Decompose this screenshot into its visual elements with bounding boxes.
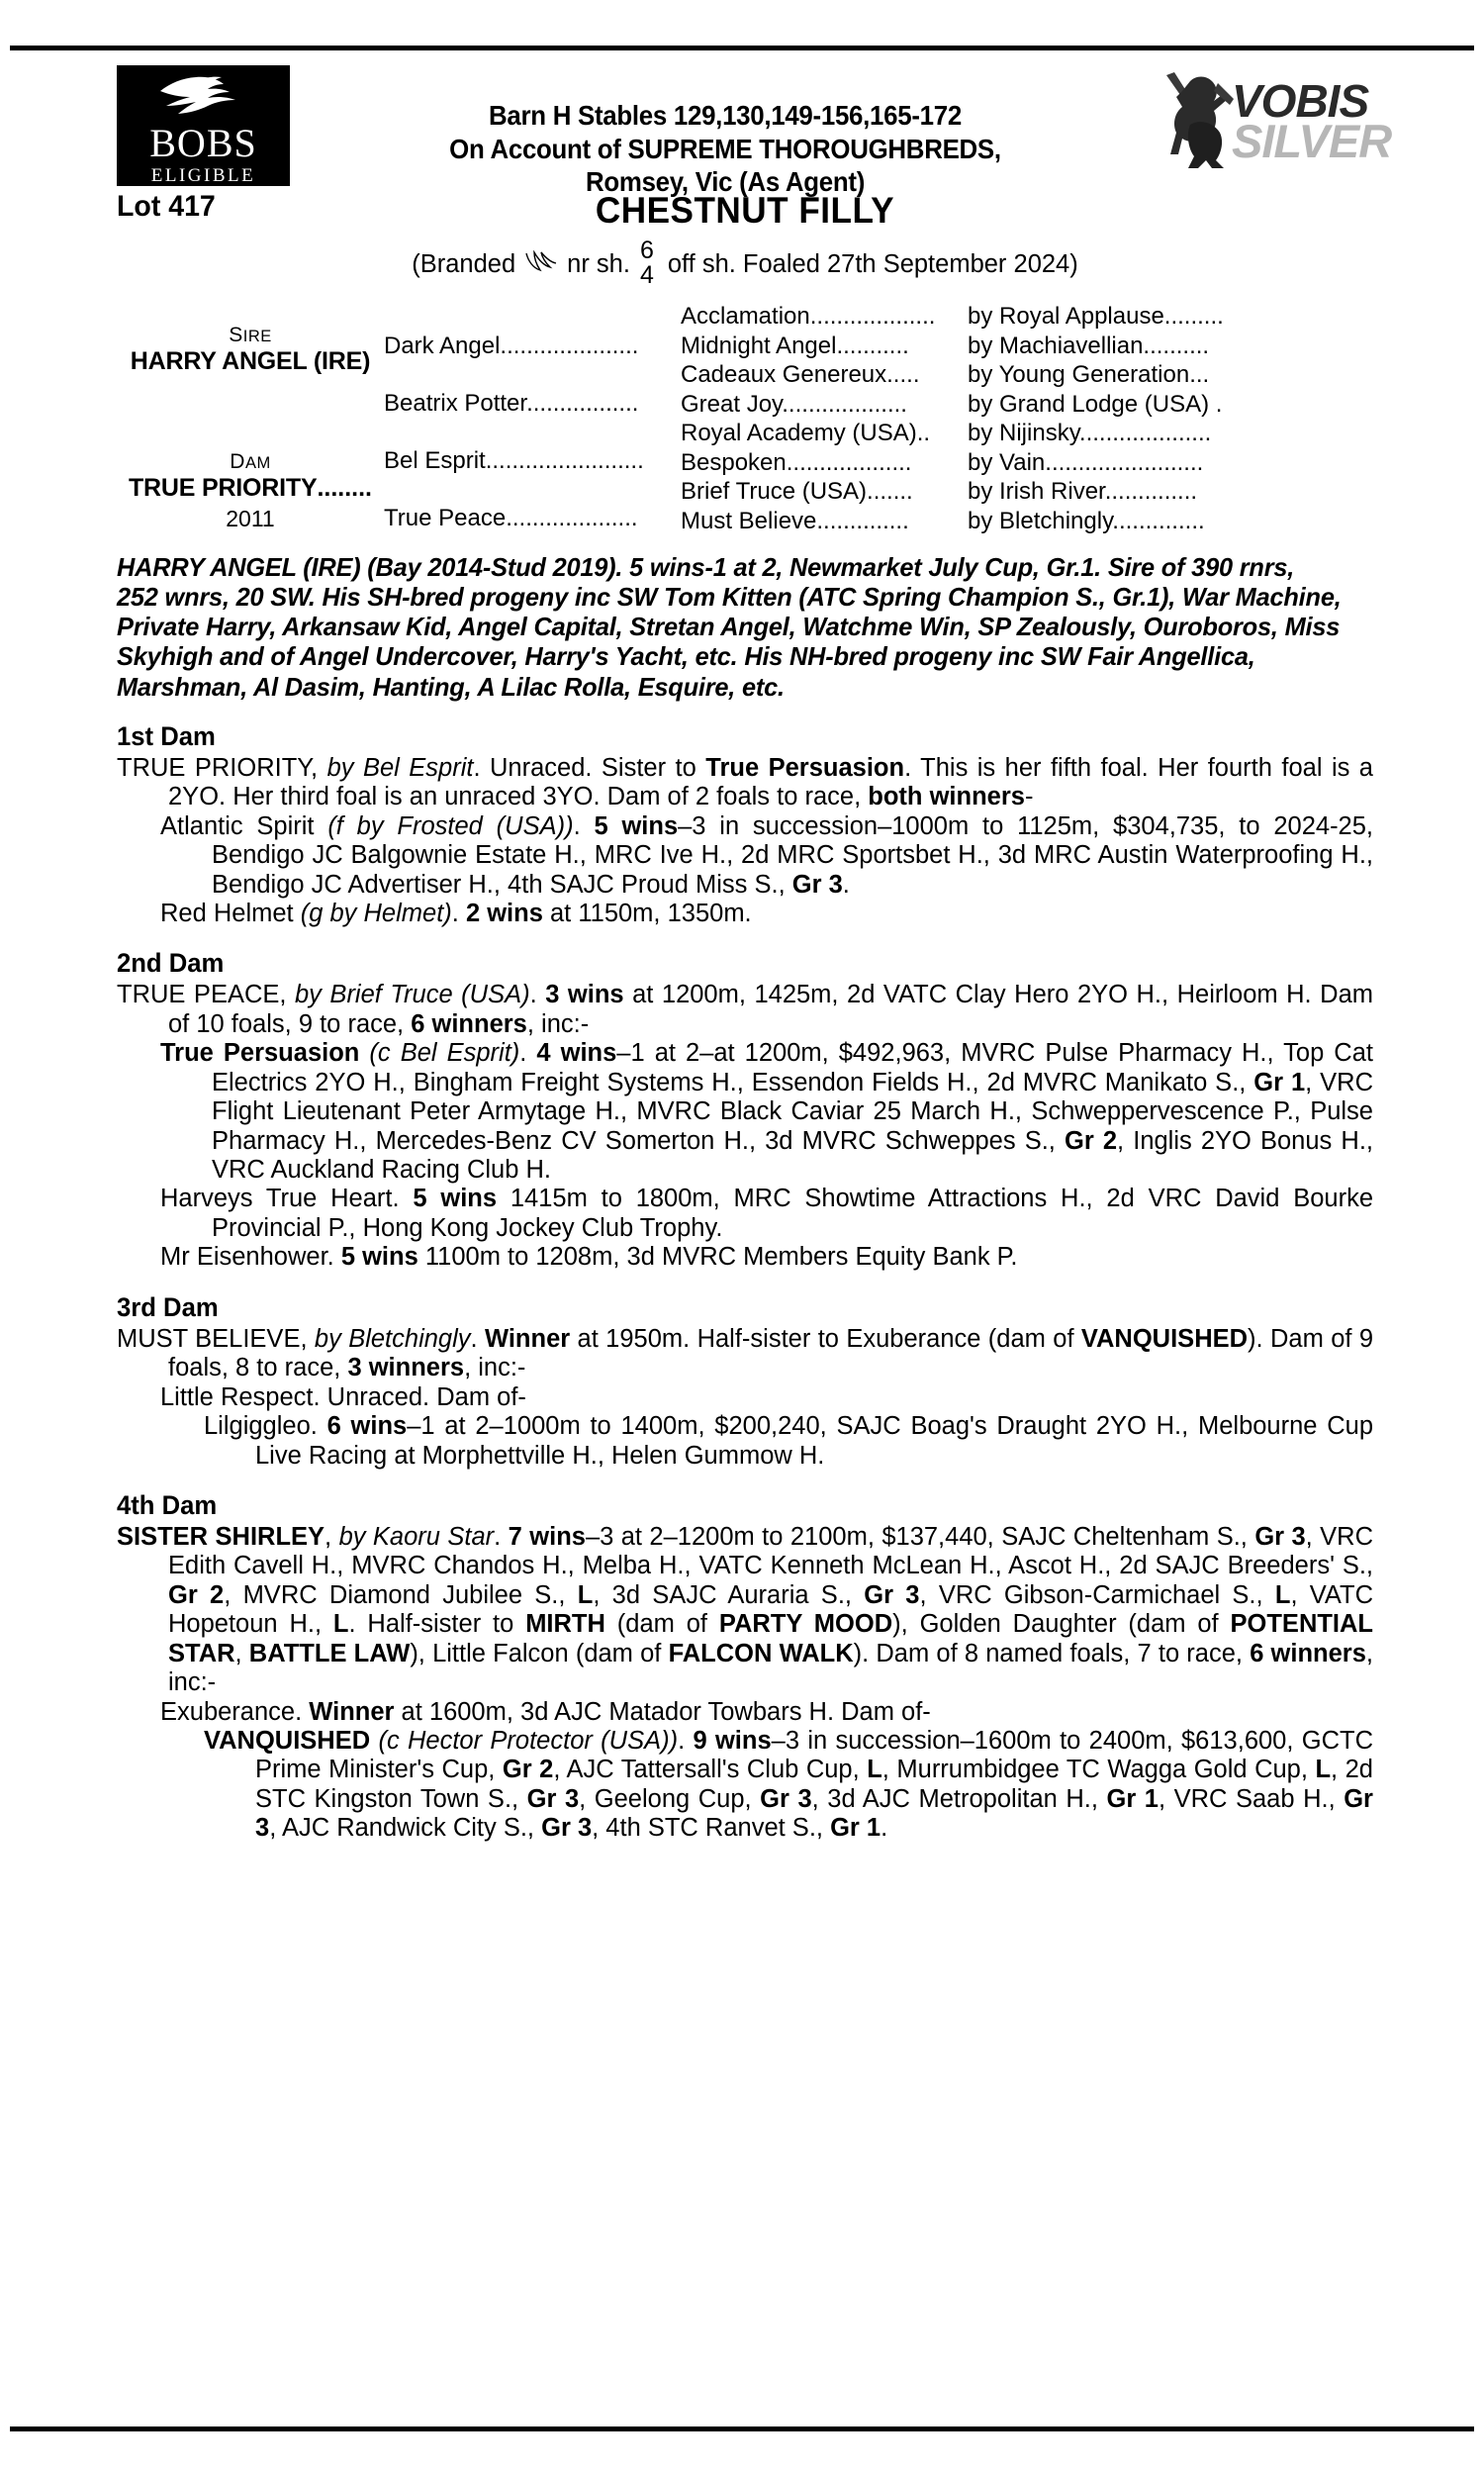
branded-prefix: (Branded [412,249,516,278]
fourth-dam-progeny-item: VANQUISHED (c Hector Protector (USA)). 9 wins–3 in succession–1600m to 2400m, $613,600, GCTC Prime Minister's Cup, Gr 2, AJC Tattersall's Club Cup, L, Murrumbidgee TC Wagga Gold Cup, L, 2d STC Kingston Town S., Gr 3, Geelong Cup, Gr 3, 3d AJC Metropolitan H., Gr 1, VRC Saab H., Gr 3, AJC Randwick City S., Gr 3, 4th STC Ranvet S., Gr 1. [204,1727,1373,1843]
fourth-dam-heading: 4th Dam [117,1489,218,1520]
dam-name: TRUE PRIORITY........ [128,474,373,502]
pedigree-gen3-dots: ....... [867,480,913,505]
fourth-dam-record: SISTER SHIRLEY, by Kaoru Star. 7 wins–3 at 2–1200m to 2100m, $137,440, SAJC Cheltenham S., Gr 3, VRC Edith Cavell H., MVRC Chandos H., Melba H., VATC Kenneth McLean H., Ascot H., 2d SAJC Breeders' S., Gr 2, MVRC Diamond Jubilee S., L, 3d SAJC Auraria S., Gr 3, VRC Gibson-Carmichael S., L, VATC Hopetoun H., L. Half-sister to MIRTH (dam of PARTY MOOD), Golden Daughter (dam of POTENTIAL STAR, BATTLE LAW), Little Falcon (dam of FALCON WALK). Dam of 8 named foals, 7 to race, 6 winners, inc:- [117,1522,1374,1697]
pedigree-gen3-row [681,510,968,539]
lot-colour-sex: CHESTNUT FILLY [595,190,895,231]
vendor-line-3: Romsey, Vic (As Agent) [585,166,866,198]
pedigree-gen4-row [968,334,1373,364]
bobs-eligible-logo [117,65,290,186]
dam-label-smallcaps: AM [244,454,271,472]
pedigree-gen3-dots: .. [916,422,931,446]
pedigree-gen3-dots: ................... [782,392,907,418]
pedigree-gen2-row [384,334,681,362]
pedigree-gen3-row [681,393,968,423]
pedigree-gen2-row [384,392,681,420]
vobis-logo-word-1: VOBIS [1232,75,1369,127]
pedigree-gen4-dots: .......... [1143,333,1210,359]
pedigree-sire-block [117,325,384,374]
sire-summary-paragraph: HARRY ANGEL (IRE) (Bay 2014-Stud 2019). 5 wins-1 at 2, Newmarket July Cup, Gr.1. Sire of 390 rnrs, 252 wnrs, 20 SW. His SH-bred progeny inc SW Tom Kitten (ATC Spring Champion S., Gr.1), War Machine, Private Harry, Arkansaw Kid, Angel Capital, Stretan Angel, Watchme Win, SP Zealously, Ouroboros, Miss Skyhigh and of Angel Undercover, Harry's Yacht, etc. His NH-bred progeny inc SW Fair Angellica, Marshman, Al Dasim, Hanting, A Lilac Rolla, Esquire, etc. [117,552,1342,702]
dam-year: 2011 [226,506,275,531]
pedigree-gen4-name: by Vain [968,450,1046,476]
pedigree-spacer [384,420,681,449]
third-dam-progeny-item: Little Respect. Unraced. Dam of- [160,1382,526,1411]
pedigree-spacer-top [384,305,681,334]
pedigree-gen4-name: by Nijinsky [968,422,1079,446]
pedigree-gen3-name: Bespoken [681,450,787,476]
pedigree-gen3-row [681,451,968,481]
pedigree-gen4-row [968,393,1373,423]
pedigree-gen2-dots: ................. [526,392,639,417]
pedigree-gen4-dots: .................... [1078,422,1212,446]
pedigree-gen4-row [968,422,1373,451]
dam-name-dots: ........ [317,474,373,502]
lot-branding-line [117,239,1373,289]
vobis-logo-word-2: SILVER [1232,115,1392,168]
pedigree-col-greatgrandparents [681,305,968,538]
page-rule-top [10,46,1474,50]
pedigree-gen3-dots: .............. [816,509,909,534]
pedigree-gen4-row [968,451,1373,481]
pedigree-gen4-dots: . [1209,392,1223,418]
pedigree-spacer [384,477,681,507]
bobs-logo-text: BOBS [149,121,257,165]
pedigree-gen4-name: by Young Generation [968,363,1190,388]
pedigree-table [117,305,1373,538]
vendor-block [290,65,1160,199]
pedigree-gen4-dots: .............. [1104,480,1198,505]
pedigree-gen3-row [681,363,968,393]
pedigree-gen2-name: True Peace [384,507,507,531]
pedigree-gen4-row [968,363,1373,393]
pedigree-gen2-dots: ..................... [500,334,639,359]
pedigree-gen3-dots: ................... [809,305,936,330]
pedigree-spacer [384,362,681,392]
third-dam-record: MUST BELIEVE, by Bletchingly. Winner at 1950m. Half-sister to Exuberance (dam of VANQUISHED). Dam of 9 foals, 8 to race, 3 winners, inc:- [117,1324,1374,1382]
dam-label: DAM [230,450,271,473]
pedigree-gen4-name: by Bletchingly [968,509,1113,534]
pedigree-gen3-name: Cadeaux Genereux [681,363,887,388]
pedigree-gen4-dots: .............. [1112,509,1205,534]
pedigree-gen4-row [968,510,1373,539]
sire-label: SIRE [229,324,272,346]
brand-number-top: 6 [639,237,654,264]
pedigree-gen3-name: Must Believe [681,509,817,534]
pedigree-gen4-dots: ......... [1163,305,1224,330]
lot-number: Lot 417 [117,190,216,223]
vobis-silver-logo [1160,67,1392,178]
pedigree-gen3-row [681,305,968,334]
pedigree-gen3-name: Midnight Angel [681,333,837,359]
pedigree-gen4-dots: ........................ [1045,450,1204,476]
pedigree-gen2-row [384,507,681,534]
branded-suffix: off sh. Foaled 27th September 2024) [667,249,1078,278]
pedigree-gen3-dots: ..... [886,363,920,388]
brand-symbol-icon [524,250,558,279]
horse-head-icon [152,75,255,122]
pedigree-gen3-dots: ................... [786,450,912,476]
pedigree-gen4-name: by Irish River [968,480,1105,505]
pedigree-gen3-name: Royal Academy (USA) [681,422,917,446]
brand-number-bottom: 4 [639,261,654,289]
sire-name: HARRY ANGEL (IRE) [130,347,371,375]
pedigree-gen2-row [384,449,681,477]
pedigree-gen4-row [968,480,1373,510]
first-dam-progeny-item: Red Helmet (g by Helmet). 2 wins at 1150m, 1350m. [160,899,752,927]
pedigree-gen2-name: Beatrix Potter [384,392,527,417]
pedigree-gen3-dots: ........... [836,333,909,359]
vendor-line-2: On Account of SUPREME THOROUGHBREDS, [449,133,1001,164]
page-header [117,65,1392,198]
second-dam-progeny-item: True Persuasion (c Bel Esprit). 4 wins–1 at 2–at 1200m, $492,963, MVRC Pulse Pharmacy H., Top Cat Electrics 2YO H., Bingham Freight Systems H., Essendon Fields H., 2d MVRC Manikato S., Gr 1, VRC Flight Lieutenant Peter Armytage H., MVRC Black Caviar 25 March H., Schweppervescence P., Pulse Pharmacy H., Mercedes-Benz CV Somerton H., 3d MVRC Schweppes S., Gr 2, Inglis 2YO Bonus H., VRC Auckland Racing Club H. [160,1039,1373,1185]
pedigree-gen2-name: Dark Angel [384,334,501,359]
vendor-line-1: Barn H Stables 129,130,149-156,165-172 [489,100,962,131]
page-content [117,65,1392,1844]
brand-number-fraction [640,238,654,288]
pedigree-gen4-dots: ... [1189,363,1210,388]
pedigree-gen3-row [681,334,968,364]
vobis-logo-text [1232,75,1392,168]
pedigree-col-grandparents [384,305,681,538]
page-rule-bottom [10,2426,1474,2431]
second-dam-record: TRUE PEACE, by Brief Truce (USA). 3 wins at 1200m, 1425m, 2d VATC Clay Hero 2YO H., Heirloom H. Dam of 10 foals, 9 to race, 6 winners, inc:- [117,981,1373,1038]
bobs-logo-subtext: ELIGIBLE [150,165,256,186]
sire-label-smallcaps: IRE [242,328,272,345]
pedigree-dam-block [117,451,384,530]
fourth-dam-progeny-item: Exuberance. Winner at 1600m, 3d AJC Matador Towbars H. Dam of- [160,1697,931,1726]
pedigree-gen4-name: by Grand Lodge (USA) [968,392,1210,418]
pedigree-gen3-name: Brief Truce (USA) [681,480,868,505]
lot-title-row [117,190,1373,236]
second-dam-heading: 2nd Dam [117,948,225,979]
first-dam-progeny-item: Atlantic Spirit (f by Frosted (USA)). 5 wins–3 in succession–1000m to 1125m, $304,735, to 2024-25, Bendigo JC Balgownie Estate H., MRC Ive H., 2d MRC Sportsbet H., 3d MRC Austin Waterproofing H., Bendigo JC Advertiser H., 4th SAJC Proud Miss S., Gr 3. [160,811,1374,899]
pedigree-gen3-row [681,422,968,451]
branded-mid: nr sh. [567,249,630,278]
pedigree-gen4-name: by Machiavellian [968,333,1144,359]
pedigree-gen2-dots: .................... [506,507,638,531]
pedigree-gen2-name: Bel Esprit [384,449,486,474]
third-dam-progeny-item: Lilgiggleo. 6 wins–1 at 2–1000m to 1400m, $200,240, SAJC Boag's Draught 2YO H., Melbourne Cup Live Racing at Morphettville H., Helen Gummow H. [204,1412,1374,1470]
pedigree-gen4-row [968,305,1373,334]
first-dam-heading: 1st Dam [117,720,216,751]
pedigree-gen3-name: Great Joy [681,392,783,418]
second-dam-progeny-item: Mr Eisenhower. 5 wins 1100m to 1208m, 3d MVRC Members Equity Bank P. [160,1243,1018,1272]
pedigree-col-parents [117,305,384,538]
first-dam-record: TRUE PRIORITY, by Bel Esprit. Unraced. Sister to True Persuasion. This is her fifth foal. Her fourth foal is a 2YO. Her third foal is an unraced 3YO. Dam of 2 foals to race, both winners- [117,753,1373,811]
pedigree-gen3-row [681,480,968,510]
pedigree-gen4-name: by Royal Applause [968,305,1164,330]
second-dam-progeny-item: Harveys True Heart. 5 wins 1415m to 1800m, MRC Showtime Attractions H., 2d VRC David Bourke Provincial P., Hong Kong Jockey Club Trophy. [160,1185,1374,1242]
pedigree-gen3-name: Acclamation [681,305,810,330]
third-dam-heading: 3rd Dam [117,1291,219,1322]
pedigree-gen2-dots: ........................ [485,449,644,474]
pedigree-col-sireof [968,305,1373,538]
